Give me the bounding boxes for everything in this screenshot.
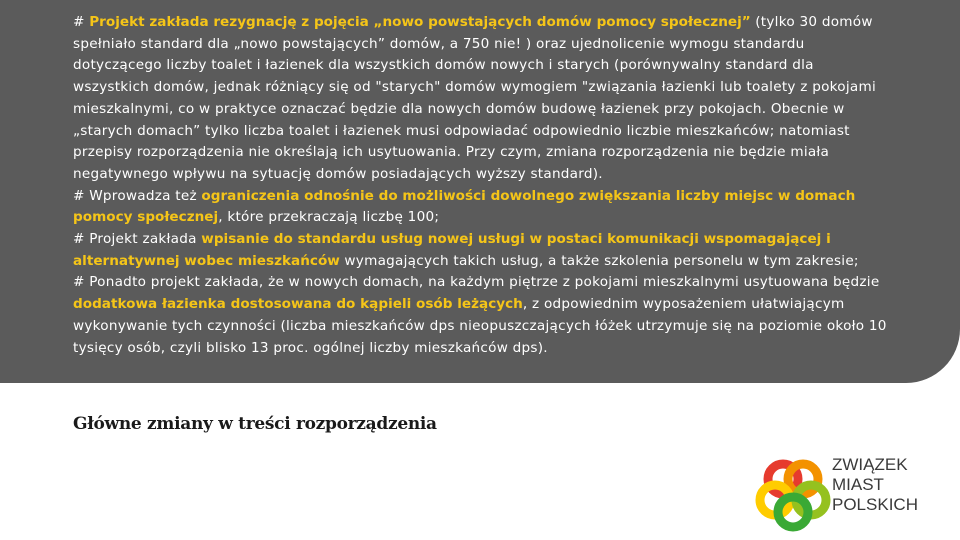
body-text-run: (tylko 30 domów spełniało standard dla „nowo powstających” domów, a 750 nie! ) oraz ujednolicenie wymogu standardu dotyczącego liczby toalet i łazienek dla wszystkich domów nowych i starych (porównywalny standard dla wszystkich domów, jednak różniący się od "starych" domów wymogiem "związania łazienki lub toalety z pokojami mieszkalnymi, co w praktyce oznaczać będzie dla nowych domów budowę łazienek przy pokojach. Obecnie w „starych domach” tylko liczba toalet i łazienek musi odpowiadać odpowiednio liczbie mieszkańców; natomiast przepisy rozporządzenia nie określają ich usytuowania. Przy czym, zmiana rozporządzenia nie będzie miała negatywnego wpływu na sytuację domów posiadających wyższy standard). [73,14,876,182]
body-text-run: # Wprowadza też [73,187,202,204]
logo-line-1: ZWIĄZEK [832,455,908,474]
body-text-run: , z odpowiednim wyposażeniem ułatwiającym wykonywanie tych czynności (liczba mieszkańców dps nieopuszczających łóżek utrzymuje się na poziomie około 10 tysięcy osób, czyli blisko 13 proc. ogólnej liczby mieszkańców dps). [73,296,887,356]
paragraph-2 [73,186,893,229]
body-text-run: wymagających takich usług, a także szkolenia personelu w tym zakresie; [339,252,859,269]
logo-line-2: MIAST [832,475,884,494]
logo-wordmark [832,455,918,515]
highlighted-text: dodatkowa łazienka dostosowana do kąpieli osób leżących [73,296,523,313]
body-text-run: # [73,14,90,30]
highlighted-text: ograniczenia odnośnie do możliwości dowolnego zwiększania liczby miejsc w domach pomocy społecznej [73,187,856,226]
paragraph-1 [73,12,893,186]
body-text-run: # Ponadto projekt zakłada, że w nowych domach, na każdym piętrze z pokojami mieszkalnymi usytuowana będzie [73,274,880,291]
logo-line-3: POLSKICH [832,495,918,514]
body-text [73,12,893,359]
highlighted-text: Projekt zakłada rezygnację z pojęcia „nowo powstających domów pomocy społecznej” [89,14,751,30]
logo-ring-green [778,497,808,527]
highlighted-text: wpisanie do standardu usług nowej usługi w postaci komunikacji wspomagającej i alternatywnej wobec mieszkańców [73,231,831,269]
slide-title: Główne zmiany w treści rozporządzenia [73,414,437,434]
paragraph-3 [73,229,893,272]
body-text-run: , które przekraczają liczbę 100; [218,209,440,226]
body-text-run: # Projekt zakłada [73,231,202,248]
paragraph-4 [73,272,893,359]
association-logo-icon [753,452,833,532]
